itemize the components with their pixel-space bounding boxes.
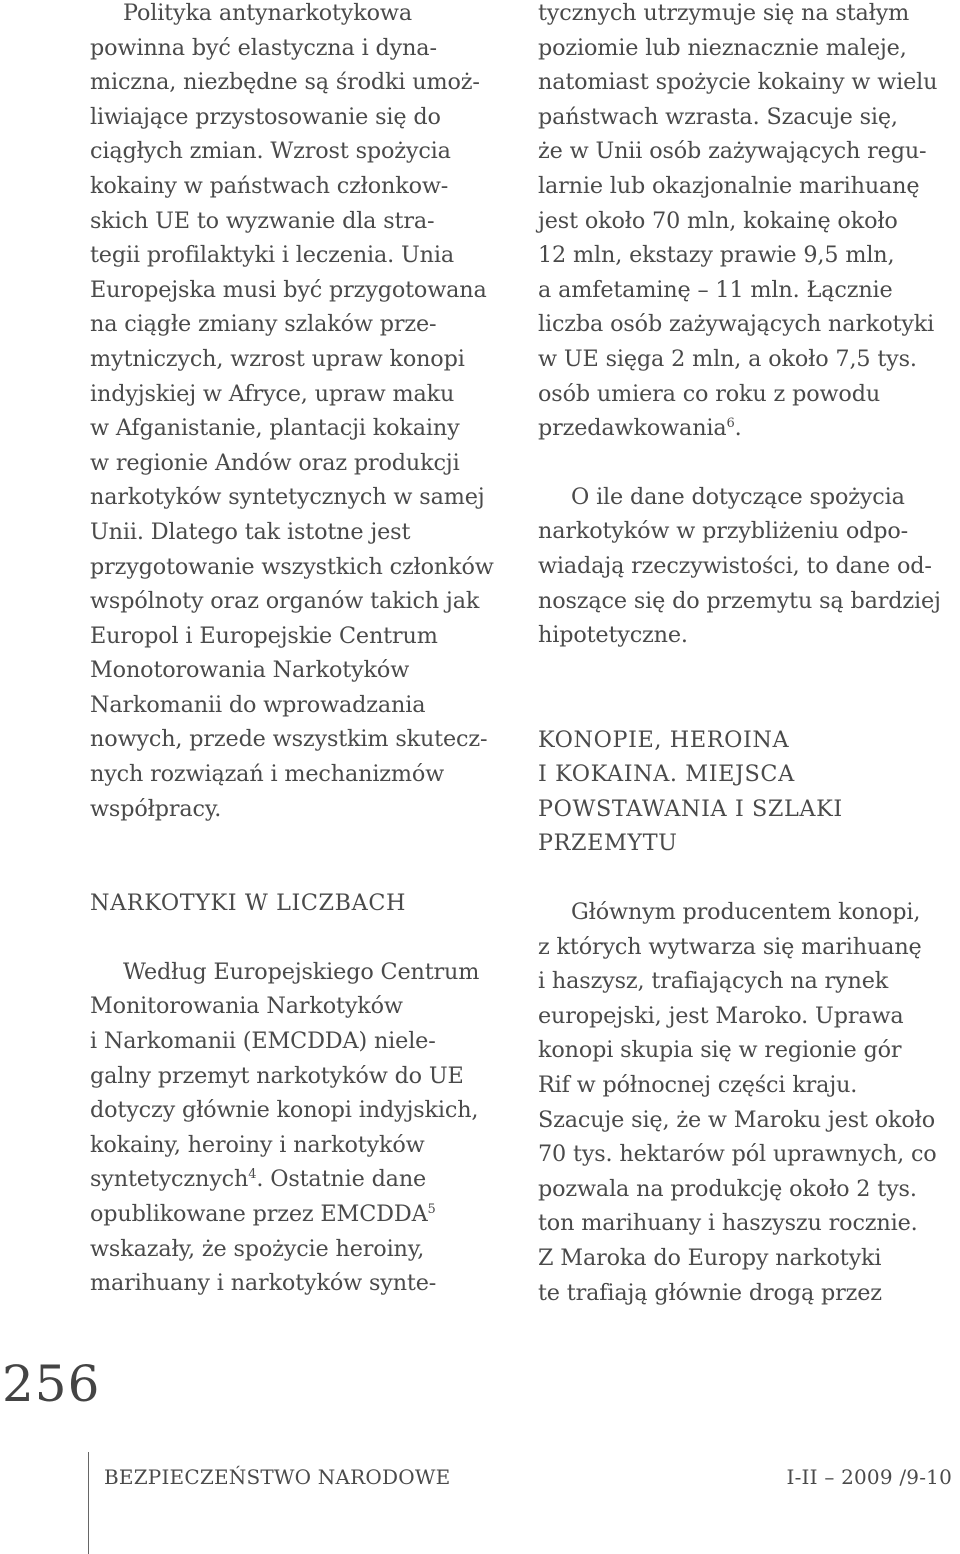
text-line: i Narkomanii (EMCDDA) niele- — [90, 1028, 436, 1055]
text-line: na ciągłe zmiany szlaków prze- — [90, 311, 437, 338]
paragraph-drug-policy — [90, 0, 510, 826]
footnote-marker: 6 — [726, 416, 735, 432]
text-line: 70 tys. hektarów pól uprawnych, co — [538, 1141, 937, 1168]
text-line: w UE sięga 2 mln, a około 7,5 tys. — [538, 345, 917, 372]
text-line: konopi skupia się w regionie gór — [538, 1037, 902, 1064]
text-line: liwiające przystosowanie się do — [90, 103, 441, 130]
text-line — [90, 1162, 510, 1197]
text-line: te trafiają głównie drogą przez — [538, 1279, 882, 1306]
text-run: opublikowane przez EMCDDA — [90, 1201, 428, 1227]
text-line: jest około 70 mln, kokainę około — [538, 207, 898, 234]
text-line: Z Maroka do Europy narkotyki — [538, 1245, 882, 1271]
text-line: tycznych utrzymuje się na stałym — [538, 0, 910, 26]
text-line: liczba osób zażywających narkotyki — [538, 311, 935, 338]
text-line: narkotyków w przybliżeniu odpo- — [538, 518, 909, 545]
text-line: nowych, przede wszystkim skutecz- — [90, 726, 488, 753]
footer-divider — [88, 1452, 89, 1554]
text-line: natomiast spożycie kokainy w wielu — [538, 69, 938, 96]
text-line: Europejska musi być przygotowana — [90, 276, 487, 303]
text-line: a amfetaminę – 11 mln. Łącznie — [538, 276, 893, 303]
text-line: kokainy w państwach członkow- — [90, 172, 449, 199]
paragraph-smuggling-data — [538, 480, 958, 653]
text-line: O ile dane dotyczące spożycia — [571, 483, 905, 510]
section-heading-line: KONOPIE, HEROINA — [538, 726, 790, 753]
issue-label: I-II – 2009 /9-10 — [786, 1465, 952, 1489]
text-run: syntetycznych — [90, 1166, 249, 1193]
text-line: indyjskiej w Afryce, upraw maku — [90, 380, 455, 407]
text-line: z których wytwarza się marihuanę — [538, 933, 922, 960]
paragraph-morocco — [538, 895, 958, 1310]
text-line: noszące się do przemytu są bardziej — [538, 587, 941, 614]
section-heading-line: NARKOTYKI W LICZBACH — [90, 890, 407, 917]
text-line: osób umiera co roku z powodu — [538, 380, 881, 407]
text-line — [538, 411, 958, 446]
text-line: Unii. Dlatego tak istotne jest — [90, 518, 411, 545]
text-line: Szacuje się, że w Maroku jest około — [538, 1106, 936, 1133]
page-number: 256 — [2, 1355, 101, 1413]
text-line: Według Europejskiego Centrum — [123, 958, 480, 985]
text-line: Monitorowania Narkotyków — [90, 993, 403, 1020]
text-line: pozwala na produkcję około 2 tys. — [538, 1175, 917, 1202]
text-line: nych rozwiązań i mechanizmów — [90, 761, 445, 788]
text-line: marihuany i narkotyków synte- — [90, 1270, 437, 1297]
section-heading-line: PRZEMYTU — [538, 830, 678, 857]
section-heading-line: POWSTAWANIA I SZLAKI — [538, 795, 843, 822]
paragraph-emcdda — [90, 955, 510, 1301]
text-line: poziomie lub nieznacznie maleje, — [538, 34, 907, 61]
text-line: państwach wzrasta. Szacuje się, — [538, 103, 898, 130]
text-line: Polityka antynarkotykowa — [123, 0, 412, 26]
text-line: Narkomanii do wprowadzania — [90, 691, 426, 718]
text-line: w Afganistanie, plantacji kokainy — [90, 415, 460, 442]
text-line: 12 mln, ekstazy prawie 9,5 mln, — [538, 242, 895, 269]
text-run: przedawkowania — [538, 415, 727, 442]
text-line: Europol i Europejskie Centrum — [90, 622, 438, 649]
text-line: dotyczy głównie konopi indyjskich, — [90, 1097, 479, 1124]
text-line: powinna być elastyczna i dyna- — [90, 34, 437, 61]
journal-title: BEZPIECZEŃSTWO NARODOWE — [104, 1465, 451, 1489]
text-line: narkotyków syntetycznych w samej — [90, 484, 485, 511]
text-line: w regionie Andów oraz produkcji — [90, 449, 460, 476]
text-line: hipotetyczne. — [538, 622, 688, 649]
text-line: mytniczych, wzrost upraw konopi — [90, 345, 465, 372]
text-line: wskazały, że spożycie heroiny, — [90, 1235, 425, 1262]
text-line: przygotowanie wszystkich członków — [90, 553, 494, 580]
text-line: że w Unii osób zażywających regu- — [538, 138, 927, 165]
text-line: galny przemyt narkotyków do UE — [90, 1062, 464, 1089]
left-column — [90, 0, 510, 1301]
text-line: wiadają rzeczywistości, to dane od- — [538, 552, 932, 579]
text-line: Monotorowania Narkotyków — [90, 657, 410, 684]
text-line: ciągłych zmian. Wzrost spożycia — [90, 138, 451, 165]
section-heading-cannabis-heroin-cocaine — [538, 723, 958, 861]
text-line: skich UE to wyzwanie dla stra- — [90, 207, 435, 234]
right-column — [538, 0, 958, 1310]
section-heading-drugs-in-numbers — [90, 886, 510, 921]
text-line: wspólnoty oraz organów takich jak — [90, 588, 480, 615]
text-line: tegii profilaktyki i leczenia. Unia — [90, 242, 454, 269]
text-line: i haszysz, trafiających na rynek — [538, 968, 889, 995]
text-run: . — [734, 415, 742, 442]
text-line: współpracy. — [90, 795, 222, 822]
text-line: Rif w północnej części kraju. — [538, 1072, 858, 1099]
footnote-marker: 4 — [248, 1167, 257, 1183]
text-line: kokainy, heroiny i narkotyków — [90, 1131, 425, 1158]
text-line: miczna, niezbędne są środki umoż- — [90, 69, 480, 96]
paragraph-consumption-stats — [538, 0, 958, 446]
text-line — [90, 1197, 510, 1232]
footnote-marker: 5 — [427, 1202, 436, 1217]
text-line: europejski, jest Maroko. Uprawa — [538, 1002, 904, 1029]
section-heading-line: I KOKAINA. MIEJSCA — [538, 761, 795, 788]
text-line: ton marihuany i haszyszu rocznie. — [538, 1210, 918, 1237]
text-line: Głównym producentem konopi, — [571, 899, 921, 926]
text-run: . Ostatnie dane — [256, 1166, 427, 1193]
text-line: larnie lub okazjonalnie marihuanę — [538, 172, 920, 199]
